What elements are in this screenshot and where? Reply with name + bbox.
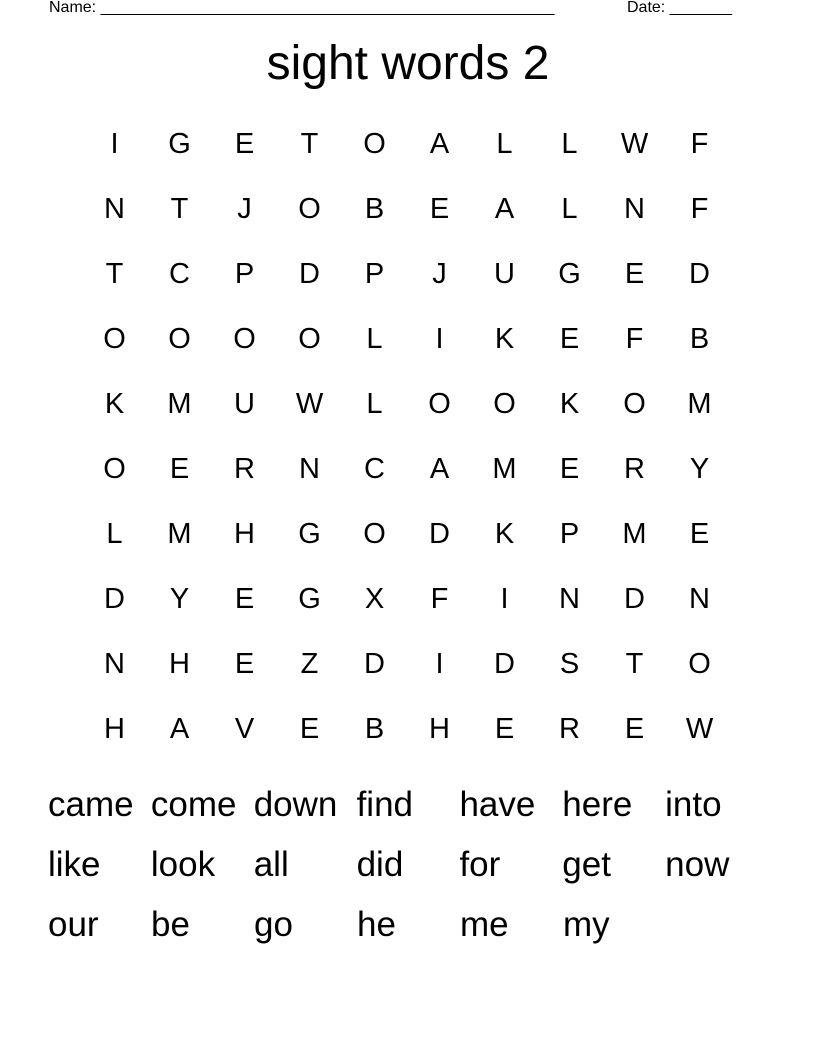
grid-letter: T [170, 193, 189, 225]
grid-letter: R [234, 453, 255, 485]
word-bank-word: have [459, 785, 536, 824]
grid-letter: G [298, 583, 321, 615]
grid-letter: O [103, 323, 126, 355]
grid-letter: K [494, 518, 515, 550]
grid-letter: N [559, 583, 580, 615]
word-bank-word: down [253, 785, 338, 824]
word-bank-word: come [150, 785, 237, 824]
grid-letter: E [624, 258, 645, 290]
grid-letter: L [366, 323, 383, 355]
word-bank-row [48, 835, 768, 895]
grid-letter: M [167, 388, 192, 420]
grid-letter: E [299, 713, 320, 745]
grid-letter: N [104, 193, 125, 225]
page-title: sight words 2 [266, 37, 550, 90]
grid-letter: D [429, 518, 450, 550]
grid-letter: F [430, 583, 449, 615]
word-bank-word: he [357, 905, 396, 944]
grid-letter: P [364, 258, 385, 290]
word-bank-row [48, 775, 768, 835]
grid-letter: K [104, 388, 125, 420]
word-bank-word: all [253, 845, 289, 884]
grid-letter: N [624, 193, 645, 225]
grid-letter: O [623, 388, 646, 420]
grid-letter: U [494, 258, 515, 290]
grid-letter: O [298, 193, 321, 225]
grid-letter: J [432, 258, 447, 290]
grid-letter: O [493, 388, 516, 420]
grid-letter: I [500, 583, 509, 615]
word-bank-word: here [562, 785, 633, 824]
grid-letter: P [234, 258, 255, 290]
grid-letter: E [234, 128, 255, 160]
date-field-line: Date: _______ [627, 0, 732, 16]
grid-letter: F [690, 128, 709, 160]
grid-letter: O [103, 453, 126, 485]
word-bank-word: like [48, 845, 101, 884]
grid-letter: K [494, 323, 515, 355]
grid-letter: A [169, 713, 190, 745]
grid-letter: F [690, 193, 709, 225]
grid-letter: N [104, 648, 125, 680]
grid-letter: U [234, 388, 255, 420]
grid-letter: M [622, 518, 647, 550]
grid-letter: A [429, 453, 450, 485]
grid-letter: D [299, 258, 320, 290]
grid-letter: L [561, 128, 578, 160]
grid-letter: A [429, 128, 450, 160]
word-bank-word: be [151, 905, 190, 944]
grid-letter: O [688, 648, 711, 680]
grid-letter: D [104, 583, 125, 615]
grid-letter: L [496, 128, 513, 160]
word-search-grid [82, 112, 732, 762]
grid-letter: M [687, 388, 712, 420]
grid-letter: M [492, 453, 517, 485]
grid-row [82, 177, 732, 242]
grid-letter: T [105, 258, 124, 290]
grid-letter: G [168, 128, 191, 160]
grid-letter: L [106, 518, 123, 550]
grid-letter: L [366, 388, 383, 420]
grid-letter: O [363, 128, 386, 160]
grid-letter: T [625, 648, 644, 680]
grid-row [82, 567, 732, 632]
word-bank-word: came [48, 785, 134, 824]
word-bank-word: into [665, 785, 722, 824]
word-bank-word: now [665, 845, 730, 884]
word-bank [48, 775, 768, 955]
grid-letter: O [168, 323, 191, 355]
grid-letter: E [494, 713, 515, 745]
grid-letter: G [298, 518, 321, 550]
grid-letter: E [624, 713, 645, 745]
grid-letter: B [364, 193, 385, 225]
grid-letter: W [685, 713, 714, 745]
grid-row [82, 697, 732, 762]
grid-letter: C [364, 453, 385, 485]
grid-letter: P [559, 518, 580, 550]
name-field-line: Name: ___________________________________________________ [49, 0, 555, 16]
grid-letter: E [689, 518, 710, 550]
grid-letter: B [689, 323, 710, 355]
grid-letter: Y [169, 583, 190, 615]
grid-letter: O [233, 323, 256, 355]
grid-letter: M [167, 518, 192, 550]
grid-letter: S [559, 648, 580, 680]
grid-letter: H [429, 713, 450, 745]
word-bank-word: our [48, 905, 99, 944]
grid-row [82, 437, 732, 502]
word-bank-word: for [459, 845, 501, 884]
grid-letter: E [234, 648, 255, 680]
grid-row [82, 307, 732, 372]
grid-letter: I [435, 323, 444, 355]
grid-letter: G [558, 258, 581, 290]
grid-letter: V [234, 713, 255, 745]
grid-row [82, 242, 732, 307]
grid-letter: I [110, 128, 119, 160]
grid-row [82, 632, 732, 697]
grid-letter: J [237, 193, 252, 225]
grid-letter: A [494, 193, 515, 225]
grid-letter: E [429, 193, 450, 225]
grid-letter: L [561, 193, 578, 225]
grid-letter: K [559, 388, 580, 420]
grid-letter: W [295, 388, 324, 420]
grid-letter: D [689, 258, 710, 290]
word-bank-word: go [254, 905, 293, 944]
grid-letter: H [104, 713, 125, 745]
word-bank-word: get [562, 845, 611, 884]
grid-row [82, 112, 732, 177]
grid-letter: E [559, 453, 580, 485]
grid-letter: X [364, 583, 385, 615]
grid-letter: T [300, 128, 319, 160]
word-bank-word: did [356, 845, 404, 884]
grid-letter: O [428, 388, 451, 420]
grid-letter: C [169, 258, 190, 290]
grid-letter: W [620, 128, 649, 160]
grid-letter: D [364, 648, 385, 680]
grid-letter: Z [300, 648, 319, 680]
grid-letter: N [299, 453, 320, 485]
grid-letter: R [559, 713, 580, 745]
grid-letter: E [234, 583, 255, 615]
grid-row [82, 372, 732, 437]
grid-letter: O [363, 518, 386, 550]
grid-letter: Y [689, 453, 710, 485]
grid-row [82, 502, 732, 567]
grid-letter: E [169, 453, 190, 485]
word-bank-word: find [356, 785, 414, 824]
grid-letter: D [494, 648, 515, 680]
grid-letter: O [298, 323, 321, 355]
grid-letter: I [435, 648, 444, 680]
word-bank-word: my [563, 905, 610, 944]
word-bank-word: look [150, 845, 216, 884]
grid-letter: R [624, 453, 645, 485]
word-bank-word: me [460, 905, 509, 944]
grid-letter: H [234, 518, 255, 550]
grid-letter: H [169, 648, 190, 680]
grid-letter: E [559, 323, 580, 355]
grid-letter: N [689, 583, 710, 615]
grid-letter: D [624, 583, 645, 615]
word-bank-row [48, 895, 768, 955]
grid-letter: B [364, 713, 385, 745]
grid-letter: F [625, 323, 644, 355]
